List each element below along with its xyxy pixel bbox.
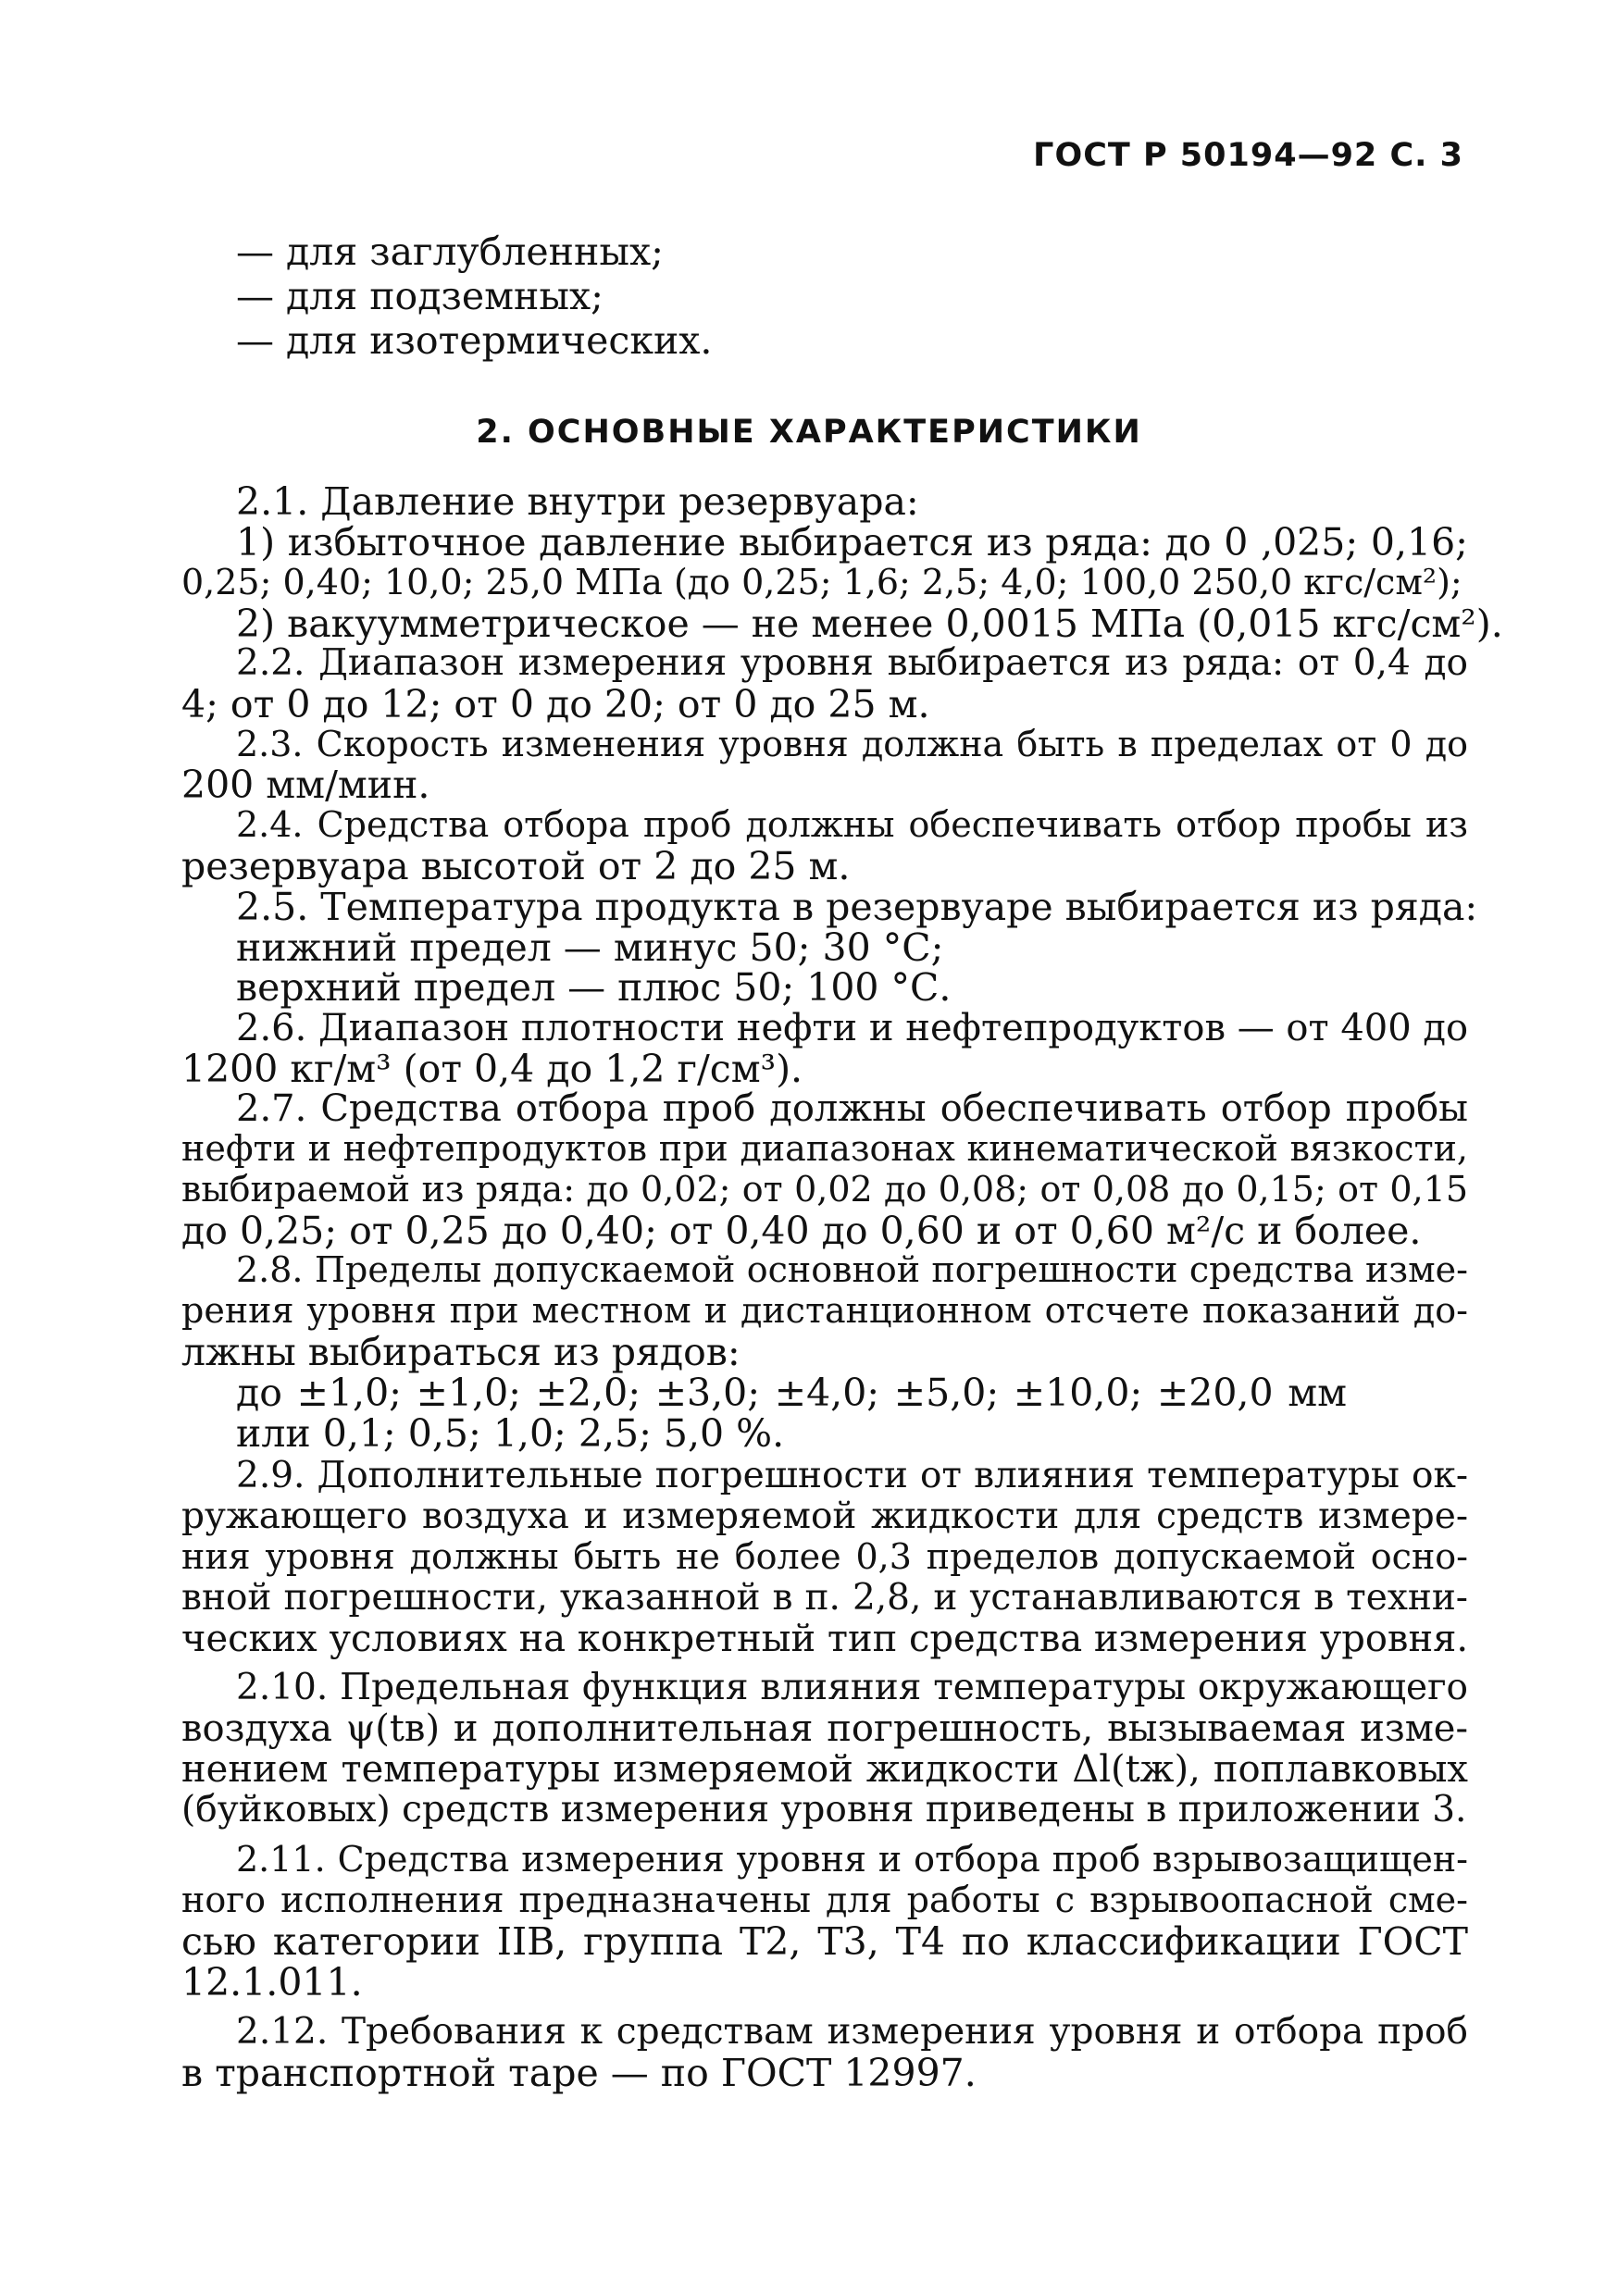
text-line: (буйковых) средств измерения уровня приведены в приложении 3.: [181, 1789, 1467, 1831]
text-line: ния уровня должны быть не более 0,3 пределов допускаемой осно-: [181, 1536, 1468, 1577]
list-item: — для изотермических.: [236, 318, 713, 363]
text-line: нефти и нефтепродуктов при диапазонах кинематической вязкости,: [181, 1128, 1468, 1169]
text-line: 200 мм/мин.: [181, 763, 430, 807]
text-line: 1) избыточное давление выбирается из ряда: до 0 ,025; 0,16;: [236, 520, 1468, 565]
text-line: нением температуры измеряемой жидкости Δl(tж), поплавковых: [181, 1748, 1468, 1791]
section-title: 2. ОСНОВНЫЕ ХАРАКТЕРИСТИКИ: [476, 414, 1142, 451]
text-line: верхний предел — плюс 50; 100 °С.: [236, 965, 952, 1010]
text-line: 2.10. Предельная функция влияния температуры окружающего: [236, 1667, 1468, 1708]
text-line: 2.6. Диапазон плотности нефти и нефтепродуктов — от 400 до: [236, 1007, 1469, 1049]
text-line: в транспортной таре — по ГОСТ 12997.: [181, 2051, 977, 2095]
text-line: выбираемой из ряда: до 0,02; от 0,02 до 0,08; от 0,08 до 0,15; от 0,15: [181, 1169, 1468, 1210]
text-line: воздуха ψ(tв) и дополнительная погрешность, вызываемая изме-: [181, 1707, 1468, 1750]
text-line: 2.1. Давление внутри резервуара:: [236, 479, 919, 524]
text-line: 1200 кг/м³ (от 0,4 до 1,2 г/см³).: [181, 1047, 803, 1091]
text-line: 2.12. Требования к средствам измерения уровня и отбора проб: [236, 2011, 1468, 2053]
text-line: ного исполнения предназначены для работы с взрывоопасной сме-: [181, 1880, 1468, 1920]
text-line: ружающего воздуха и измеряемой жидкости для средств измере-: [181, 1496, 1468, 1537]
text-line: сью категории IIВ, группа Т2, Т3, Т4 по классификации ГОСТ: [181, 1919, 1468, 1964]
text-line: 2.5. Температура продукта в резервуаре выбирается из ряда:: [236, 885, 1478, 929]
text-line: 2.3. Скорость изменения уровня должна быть в пределах от 0 до: [236, 724, 1468, 764]
text-line: рения уровня при местном и дистанционном отсчете показаний до-: [181, 1290, 1468, 1331]
text-line: нижний предел — минус 50; 30 °С;: [236, 925, 944, 970]
text-line: ческих условиях на конкретный тип средства измерения уровня.: [181, 1618, 1469, 1660]
text-line: резервуара высотой от 2 до 25 м.: [181, 844, 851, 888]
text-line: 2.7. Средства отбора проб должны обеспечивать отбор пробы: [236, 1087, 1468, 1130]
text-line: 2) вакуумметрическое — не менее 0,0015 МПа (0,015 кгс/см²).: [236, 602, 1503, 646]
page-header: ГОСТ Р 50194—92 С. 3: [1033, 137, 1463, 174]
text-line: до 0,25; от 0,25 до 0,40; от 0,40 до 0,60 и от 0,60 м²/с и более.: [181, 1209, 1422, 1253]
list-item: — для заглубленных;: [236, 230, 664, 274]
text-line: вной погрешности, указанной в п. 2,8, и устанавливаются в техни-: [181, 1577, 1468, 1619]
text-line: 0,25; 0,40; 10,0; 25,0 МПа (до 0,25; 1,6; 2,5; 4,0; 100,0 250,0 кгс/см²);: [181, 562, 1462, 602]
text-line: 12.1.011.: [181, 1960, 363, 2004]
text-line: лжны выбираться из рядов:: [181, 1330, 741, 1374]
text-line: до ±1,0; ±1,0; ±2,0; ±3,0; ±4,0; ±5,0; ±10,0; ±20,0 мм: [236, 1371, 1347, 1415]
text-line: 2.8. Пределы допускаемой основной погрешности средства изме-: [236, 1249, 1468, 1290]
text-line: 2.4. Средства отбора проб должны обеспечивать отбор пробы из: [236, 804, 1468, 845]
list-item: — для подземных;: [236, 274, 604, 318]
text-line: 2.2. Диапазон измерения уровня выбирается из ряда: от 0,4 до: [236, 642, 1468, 684]
text-line: 2.11. Средства измерения уровня и отбора проб взрывозащищен-: [236, 1839, 1468, 1880]
text-line: 2.9. Дополнительные погрешности от влияния температуры ок-: [236, 1455, 1468, 1496]
text-line: или 0,1; 0,5; 1,0; 2,5; 5,0 %.: [236, 1411, 785, 1456]
text-line: 4; от 0 до 12; от 0 до 20; от 0 до 25 м.: [181, 682, 930, 726]
